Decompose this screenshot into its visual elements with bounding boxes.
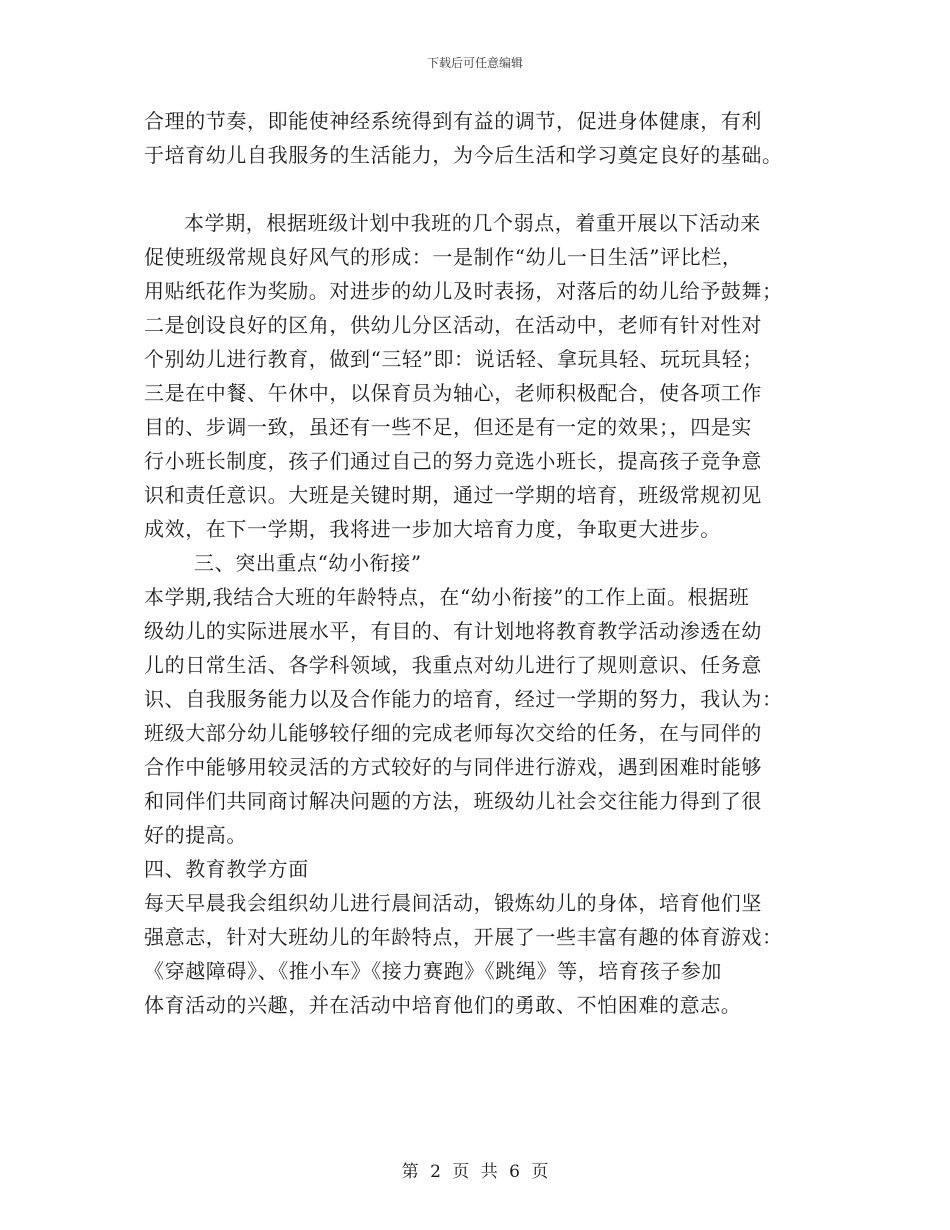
text-line: 本学期，根据班级计划中我班的几个弱点，着重开展以下活动来	[184, 211, 761, 235]
text-line: 强意志，针对大班幼儿的年龄特点，开展了一些丰富有趣的体育游戏：	[144, 925, 783, 949]
paragraph-gap	[144, 172, 809, 206]
text-line: 识、自我服务能力以及合作能力的培育，经过一学期的努力，我认为：	[144, 687, 783, 711]
text-line: 识和责任意识。大班是关键时期，通过一学期的培育，班级常规初见	[144, 483, 762, 507]
text-line: 促使班级常规良好风气的形成：一是制作“幼儿一日生活”评比栏，	[144, 245, 743, 269]
text-line: 体育活动的兴趣，并在活动中培育他们的勇敢、不怕困难的意志。	[144, 993, 742, 1017]
paragraph-class-routine	[144, 206, 809, 546]
text-line: 二是创设良好的区角，供幼儿分区活动，在活动中，老师有针对性对	[144, 313, 762, 337]
document-body	[144, 104, 809, 1022]
text-line: 合理的节奏，即能使神经系统得到有益的调节，促进身体健康，有利	[144, 109, 762, 133]
text-line: 本学期,我结合大班的年龄特点，在“幼小衔接”的工作上面。根据班	[144, 585, 750, 609]
text-line: 目的、步调一致，虽还有一些不足，但还是有一定的效果；，四是实	[144, 415, 752, 439]
page-footer: 第 2 页 共 6 页	[401, 1162, 549, 1182]
section-heading-4: 四、教育教学方面	[144, 857, 309, 881]
text-line: 于培育幼儿自我服务的生活能力，为今后生活和学习奠定良好的基础。	[144, 143, 783, 167]
paragraph-teaching	[144, 886, 809, 1022]
text-line: 用贴纸花作为奖励。对进步的幼儿及时表扬，对落后的幼儿给予鼓舞；	[144, 279, 783, 303]
text-line: 《穿越障碍》、《推小车》《接力赛跑》《跳绳》等，培育孩子参加	[144, 959, 722, 983]
text-line: 儿的日常生活、各学科领域，我重点对幼儿进行了规则意识、任务意	[144, 653, 762, 677]
paragraph-kindergarten-transition	[144, 580, 809, 852]
paragraph-continuation	[144, 104, 809, 172]
text-line: 班级大部分幼儿能够较仔细的完成老师每次交给的任务，在与同伴的	[144, 721, 762, 745]
text-line: 三是在中餐、午休中，以保育员为轴心，老师积极配合，使各项工作	[144, 381, 762, 405]
text-line: 好的提高。	[144, 823, 247, 847]
page-header: 下载后可任意编辑	[426, 56, 523, 70]
text-line: 合作中能够用较灵活的方式较好的与同伴进行游戏，遇到困难时能够	[144, 755, 762, 779]
text-line: 每天早晨我会组织幼儿进行晨间活动，锻炼幼儿的身体，培育他们坚	[144, 891, 762, 915]
text-line: 个别幼儿进行教育，做到“三轻”即：说话轻、拿玩具轻、玩玩具轻；	[144, 347, 764, 371]
section-heading-3: 三、突出重点“幼小衔接”	[194, 551, 422, 575]
text-line: 行小班长制度，孩子们通过自己的努力竞选小班长，提高孩子竞争意	[144, 449, 762, 473]
text-line: 成效，在下一学期，我将进一步加大培育力度，争取更大进步。	[144, 517, 721, 541]
text-line: 和同伴们共同商讨解决问题的方法，班级幼儿社会交往能力得到了很	[144, 789, 762, 813]
text-line: 级幼儿的实际进展水平，有目的、有计划地将教育教学活动渗透在幼	[144, 619, 762, 643]
